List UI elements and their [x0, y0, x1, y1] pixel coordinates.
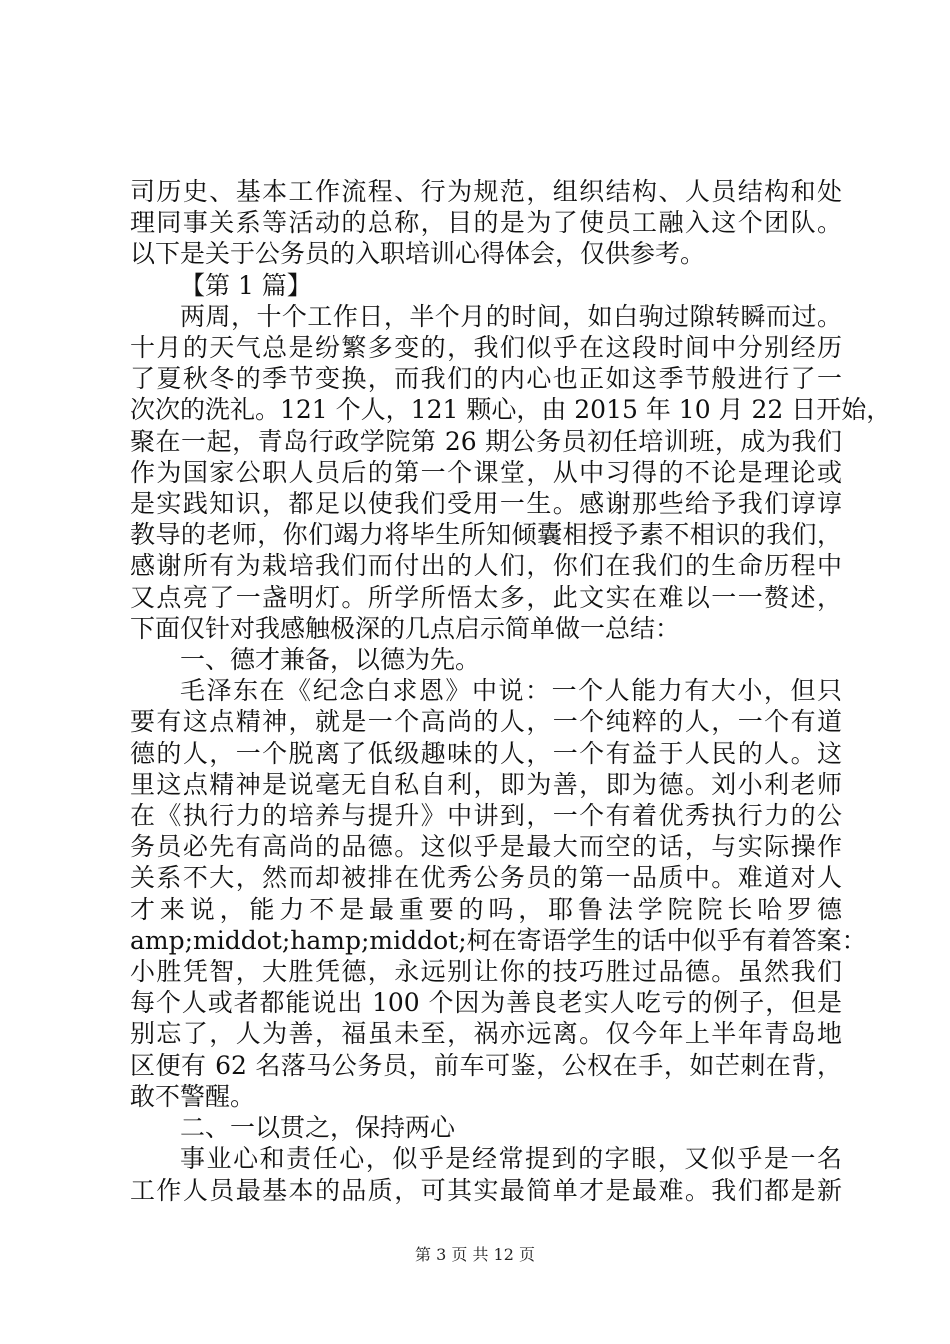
text-line: 德的人，一个脱离了低级趣味的人，一个有益于人民的人。这: [130, 738, 842, 768]
text-line: 十月的天气总是纷繁多变的，我们似乎在这段时间中分别经历: [130, 333, 842, 363]
text-line: 司历史、基本工作流程、行为规范，组织结构、人员结构和处: [130, 177, 842, 206]
page-footer: 第 3 页 共 12 页: [415, 1245, 535, 1264]
text-line: 一、德才兼备，以德为先。: [180, 645, 481, 675]
text-line: 了夏秋冬的季节变换，而我们的内心也正如这季节般进行了一: [130, 364, 842, 394]
text-line: 务员必先有高尚的品德。这似乎是最大而空的话，与实际操作: [130, 832, 842, 862]
text-line: 两周，十个工作日，半个月的时间，如白驹过隙转瞬而过。: [180, 301, 842, 331]
text-line: 毛泽东在《纪念白求恩》中说：一个人能力有大小，但只: [180, 676, 842, 706]
text-line: 才来说，能力不是最重要的吗，耶鲁法学院院长哈罗德: [130, 894, 842, 924]
text-line: 理同事关系等活动的总称，目的是为了使员工融入这个团队。: [130, 208, 842, 238]
text-line: 下面仅针对我感触极深的几点启示简单做一总结：: [130, 613, 681, 643]
text-line: 别忘了，人为善，福虽未至，祸亦远离。仅今年上半年青岛地: [130, 1019, 842, 1049]
text-line: 事业心和责任心，似乎是经常提到的字眼，又似乎是一名: [180, 1144, 842, 1174]
text-line: 关系不大，然而却被排在优秀公务员的第一品质中。难道对人: [130, 863, 842, 893]
text-line: 是实践知识，都足以使我们受用一生。感谢那些给予我们谆谆: [130, 489, 842, 519]
text-line: 在《执行力的培养与提升》中讲到，一个有着优秀执行力的公: [130, 801, 842, 831]
text-line: 每个人或者都能说出 100 个因为善良老实人吃亏的例子，但是: [130, 988, 842, 1018]
text-line: 聚在一起，青岛行政学院第 26 期公务员初任培训班，成为我们: [130, 426, 842, 456]
text-line: 【第 1 篇】: [180, 270, 312, 300]
text-line: 教导的老师，你们竭力将毕生所知倾囊相授予素不相识的我们，: [130, 520, 842, 550]
text-line: 二、一以贯之，保持两心: [180, 1113, 456, 1143]
text-line: 感谢所有为栽培我们而付出的人们，你们在我们的生命历程中: [130, 551, 842, 581]
text-line: 工作人员最基本的品质，可其实最简单才是最难。我们都是新: [130, 1175, 842, 1205]
text-line: 以下是关于公务员的入职培训心得体会，仅供参考。: [130, 239, 706, 269]
text-line: 次次的洗礼。121 个人，121 颗心，由 2015 年 10 月 22 日开始，: [130, 395, 892, 425]
text-line: 又点亮了一盏明灯。所学所悟太多，此文实在难以一一赘述，: [130, 582, 842, 612]
text-line: 里这点精神是说毫无自私自利，即为善，即为德。刘小利老师: [130, 769, 842, 799]
document-body: [130, 176, 892, 1206]
text-line: amp;middot;hamp;middot;柯在寄语学生的话中似乎有着答案：: [130, 925, 867, 955]
text-line: 区便有 62 名落马公务员，前车可鉴，公权在手，如芒刺在背，: [130, 1050, 842, 1080]
text-line: 敢不警醒。: [130, 1081, 256, 1111]
text-line: 作为国家公职人员后的第一个课堂，从中习得的不论是理论或: [130, 457, 842, 487]
text-line: 要有这点精神，就是一个高尚的人，一个纯粹的人，一个有道: [130, 707, 842, 737]
text-line: 小胜凭智，大胜凭德，永远别让你的技巧胜过品德。虽然我们: [130, 957, 842, 987]
